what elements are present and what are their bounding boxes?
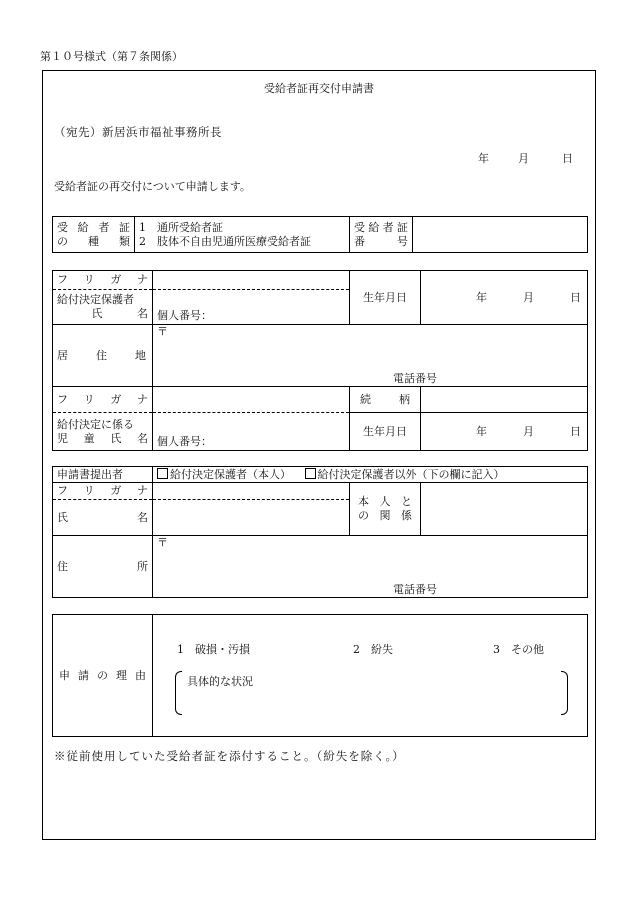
submitter-name-label: 氏 名 <box>53 500 153 536</box>
cert-type-options[interactable] <box>135 217 350 253</box>
checkbox-icon[interactable] <box>157 468 168 479</box>
guardian-address-label: 居 住 地 <box>53 325 153 387</box>
bracket-left-icon <box>175 671 182 715</box>
submitter-options[interactable] <box>153 467 588 483</box>
child-birthdate-label: 生年月日 <box>350 413 421 451</box>
date-day-label: 日 <box>562 152 573 165</box>
postal-mark: 〒 <box>157 325 168 338</box>
guardian-name-field[interactable] <box>153 290 350 325</box>
relation-label: 続 柄 <box>350 387 421 413</box>
date-year-label: 年 <box>478 152 489 165</box>
reason-label: 申 請 の 理 由 <box>53 615 153 737</box>
guardian-phone-label: 電話番号 <box>393 372 437 385</box>
child-name-field[interactable] <box>153 413 350 451</box>
intro-text: 受給者証の再交付について申請します。 <box>54 180 251 193</box>
guardian-personal-number-label: 個人番号： <box>157 309 212 322</box>
submitter-label: 申請書提出者 <box>53 467 153 483</box>
cert-number-field[interactable] <box>413 217 588 253</box>
submitter-relation-field[interactable] <box>421 483 588 536</box>
cert-option-2[interactable]: 2 肢体不自由児通所医療受給者証 <box>139 234 311 248</box>
reason-table <box>52 614 588 737</box>
reason-option-3[interactable]: 3 その他 <box>493 643 544 656</box>
cert-type-table <box>52 216 588 253</box>
form-title: 受給者証再交付申請書 <box>264 82 374 95</box>
guardian-furigana-label: フ リ ガ ナ <box>53 271 153 290</box>
submitter-option-2[interactable]: 給付決定保護者以外（下の欄に記入） <box>305 468 505 481</box>
cert-option-1[interactable]: 1 通所受給者証 <box>139 220 223 234</box>
submitter-address-field[interactable] <box>153 536 588 598</box>
submitter-relation-label: 本 人 と の 関 係 <box>350 483 421 536</box>
submitter-phone-label: 電話番号 <box>393 583 437 596</box>
child-furigana-field[interactable] <box>153 387 350 413</box>
addressee: （宛先）新居浜市福祉事務所長 <box>54 125 222 139</box>
submitter-address-label: 住 所 <box>53 536 153 598</box>
postal-mark: 〒 <box>157 536 168 549</box>
submitter-name-field[interactable] <box>153 500 350 536</box>
guardian-birthdate-field[interactable]: 年 月 日 <box>421 271 588 325</box>
checkbox-icon[interactable] <box>305 468 316 479</box>
guardian-birthdate-label: 生年月日 <box>350 271 421 325</box>
child-furigana-label: フ リ ガ ナ <box>53 387 153 413</box>
reason-field[interactable] <box>153 615 588 737</box>
date-month-label: 月 <box>518 152 529 165</box>
reason-detail-label: 具体的な状況 <box>187 675 253 688</box>
child-personal-number-label: 個人番号： <box>157 435 212 448</box>
child-birthdate-field[interactable]: 年 月 日 <box>421 413 588 451</box>
reason-option-1[interactable]: 1 破損・汚損 <box>177 643 250 656</box>
submitter-furigana-label: フ リ ガ ナ <box>53 483 153 500</box>
submitter-option-1[interactable]: 給付決定保護者（本人） <box>157 468 291 481</box>
relation-field[interactable] <box>421 387 588 413</box>
form-id: 第１０号様式（第７条関係） <box>40 50 183 63</box>
cert-number-label: 受 給 者 証 番 号 <box>350 217 413 253</box>
attachment-note: ※従前使用していた受給者証を添付すること。（紛失を除く。） <box>54 749 405 763</box>
submitter-table <box>52 466 588 598</box>
guardian-name-label: 給付決定保護者 氏 名 <box>53 290 153 325</box>
cert-type-label: 受 給 者 証 の 種 類 <box>53 217 135 253</box>
child-name-label: 給付決定に係る 児 童 氏 名 <box>53 413 153 451</box>
guardian-child-table <box>52 270 588 451</box>
submitter-furigana-field[interactable] <box>153 483 350 500</box>
reason-option-2[interactable]: 2 紛失 <box>353 643 393 656</box>
guardian-address-field[interactable] <box>153 325 588 387</box>
guardian-furigana-field[interactable] <box>153 271 350 290</box>
bracket-right-icon <box>561 671 568 715</box>
